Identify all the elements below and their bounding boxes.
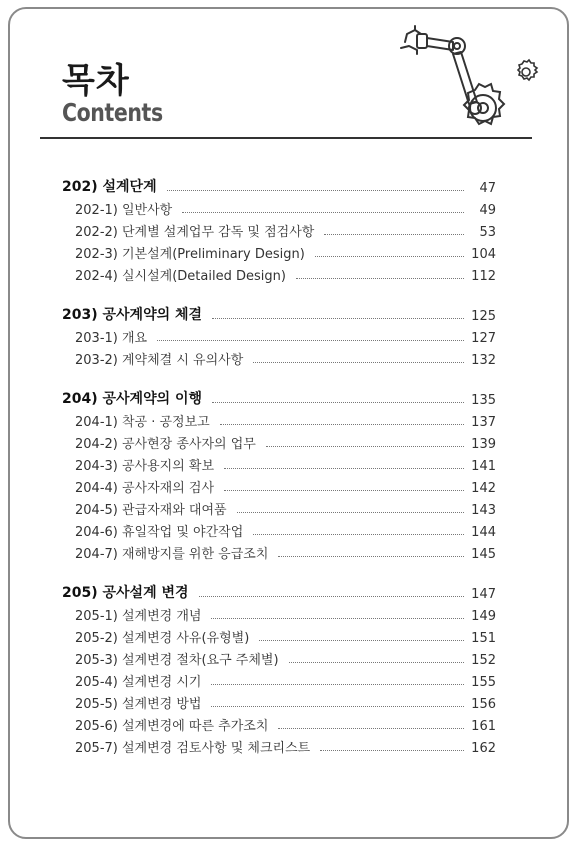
- toc-page-number: 137: [471, 415, 496, 430]
- dot-leader: [289, 661, 464, 663]
- dot-leader: [212, 401, 464, 403]
- toc-entry-label: 205-1) 설계변경 개념: [75, 609, 202, 624]
- toc-sub-entry[interactable]: [62, 734, 496, 756]
- toc-sub-entry[interactable]: [62, 346, 496, 368]
- dot-leader: [253, 361, 464, 363]
- toc-sub-entry[interactable]: [62, 646, 496, 668]
- toc-page-number: 145: [471, 547, 496, 562]
- toc-entry-label: 202-2) 단계별 설계업무 감독 및 점검사항: [75, 225, 315, 240]
- dot-leader: [278, 555, 464, 557]
- toc-page-number: 149: [471, 609, 496, 624]
- table-of-contents: [62, 172, 496, 772]
- toc-page-number: 152: [471, 653, 496, 668]
- toc-entry-label: 204-1) 착공 · 공정보고: [75, 415, 210, 430]
- large-gear-icon: [464, 84, 504, 124]
- toc-sub-entry[interactable]: [62, 518, 496, 540]
- toc-page-number: 143: [471, 503, 496, 518]
- toc-entry-label: 202-3) 기본설계(Preliminary Design): [75, 247, 305, 262]
- toc-entry-label: 204-2) 공사현장 종사자의 업무: [75, 437, 256, 452]
- toc-entry-label: 205-4) 설계변경 시기: [75, 675, 202, 690]
- dot-leader: [315, 255, 464, 257]
- toc-entry-label: 205-3) 설계변경 절차(요구 주체별): [75, 653, 279, 668]
- dot-leader: [220, 423, 464, 425]
- toc-sub-entry[interactable]: [62, 474, 496, 496]
- small-gear-icon: [518, 60, 537, 80]
- toc-page-number: 53: [479, 225, 496, 240]
- header-divider: [40, 137, 532, 139]
- toc-entry-label: 204-5) 관급자재와 대여품: [75, 503, 227, 518]
- toc-entry-label: 202-1) 일반사항: [75, 203, 173, 218]
- toc-sub-entry[interactable]: [62, 262, 496, 284]
- dot-leader: [296, 277, 464, 279]
- toc-entry-label: 205-2) 설계변경 사유(유형별): [75, 631, 250, 646]
- toc-sub-entry[interactable]: [62, 452, 496, 474]
- toc-entry-label: 203) 공사계약의 체결: [62, 307, 203, 323]
- dot-leader: [182, 211, 464, 213]
- robot-arm-icon: [395, 20, 545, 140]
- toc-chapter-entry[interactable]: [62, 578, 496, 602]
- toc-sub-entry[interactable]: [62, 496, 496, 518]
- toc-page-number: 156: [471, 697, 496, 712]
- toc-page-number: 161: [471, 719, 496, 734]
- toc-section: [62, 578, 496, 756]
- toc-section: [62, 300, 496, 368]
- title-korean: 목차: [62, 61, 130, 101]
- toc-page-number: 162: [471, 741, 496, 756]
- toc-chapter-entry[interactable]: [62, 300, 496, 324]
- toc-sub-entry[interactable]: [62, 218, 496, 240]
- toc-entry-label: 205-7) 설계변경 검토사항 및 체크리스트: [75, 741, 311, 756]
- toc-entry-label: 203-2) 계약체결 시 유의사항: [75, 353, 244, 368]
- toc-sub-entry[interactable]: [62, 408, 496, 430]
- toc-sub-entry[interactable]: [62, 602, 496, 624]
- dot-leader: [237, 511, 464, 513]
- dot-leader: [259, 639, 464, 641]
- toc-page-number: 144: [471, 525, 496, 540]
- toc-page-number: 47: [479, 181, 496, 196]
- toc-entry-label: 204-3) 공사용지의 확보: [75, 459, 215, 474]
- toc-section: [62, 172, 496, 284]
- dot-leader: [157, 339, 464, 341]
- toc-page-number: 135: [471, 393, 496, 408]
- dot-leader: [211, 683, 464, 685]
- toc-entry-label: 205-5) 설계변경 방법: [75, 697, 202, 712]
- dot-leader: [199, 595, 464, 597]
- dot-leader: [278, 727, 464, 729]
- toc-chapter-entry[interactable]: [62, 384, 496, 408]
- toc-sub-entry[interactable]: [62, 624, 496, 646]
- dot-leader: [167, 189, 464, 191]
- dot-leader: [212, 317, 464, 319]
- toc-page-number: 49: [479, 203, 496, 218]
- toc-page-number: 139: [471, 437, 496, 452]
- toc-page-number: 112: [471, 269, 496, 284]
- toc-entry-label: 202-4) 실시설계(Detailed Design): [75, 269, 286, 284]
- toc-sub-entry[interactable]: [62, 690, 496, 712]
- toc-entry-label: 204) 공사계약의 이행: [62, 391, 203, 407]
- toc-page-number: 127: [471, 331, 496, 346]
- toc-entry-label: 204-4) 공사자재의 검사: [75, 481, 215, 496]
- toc-chapter-entry[interactable]: [62, 172, 496, 196]
- toc-entry-label: 205) 공사설계 변경: [62, 585, 189, 601]
- toc-entry-label: 205-6) 설계변경에 따른 추가조치: [75, 719, 269, 734]
- toc-page-number: 104: [471, 247, 496, 262]
- dot-leader: [253, 533, 464, 535]
- toc-sub-entry[interactable]: [62, 712, 496, 734]
- dot-leader: [224, 467, 464, 469]
- toc-sub-entry[interactable]: [62, 240, 496, 262]
- toc-page-number: 141: [471, 459, 496, 474]
- toc-page-number: 155: [471, 675, 496, 690]
- toc-sub-entry[interactable]: [62, 430, 496, 452]
- dot-leader: [324, 233, 464, 235]
- toc-entry-label: 202) 설계단계: [62, 179, 157, 195]
- dot-leader: [266, 445, 464, 447]
- toc-sub-entry[interactable]: [62, 540, 496, 562]
- toc-page-number: 132: [471, 353, 496, 368]
- dot-leader: [211, 617, 464, 619]
- toc-entry-label: 204-7) 재해방지를 위한 응급조치: [75, 547, 269, 562]
- toc-entry-label: 204-6) 휴일작업 및 야간작업: [75, 525, 244, 540]
- dot-leader: [320, 749, 464, 751]
- dot-leader: [211, 705, 464, 707]
- toc-sub-entry[interactable]: [62, 324, 496, 346]
- toc-page-number: 151: [471, 631, 496, 646]
- toc-entry-label: 203-1) 개요: [75, 331, 148, 346]
- dot-leader: [224, 489, 464, 491]
- title-english: Contents: [62, 98, 163, 127]
- toc-sub-entry[interactable]: [62, 668, 496, 690]
- toc-page-number: 142: [471, 481, 496, 496]
- toc-section: [62, 384, 496, 562]
- toc-page-number: 125: [471, 309, 496, 324]
- toc-sub-entry[interactable]: [62, 196, 496, 218]
- toc-page-number: 147: [471, 587, 496, 602]
